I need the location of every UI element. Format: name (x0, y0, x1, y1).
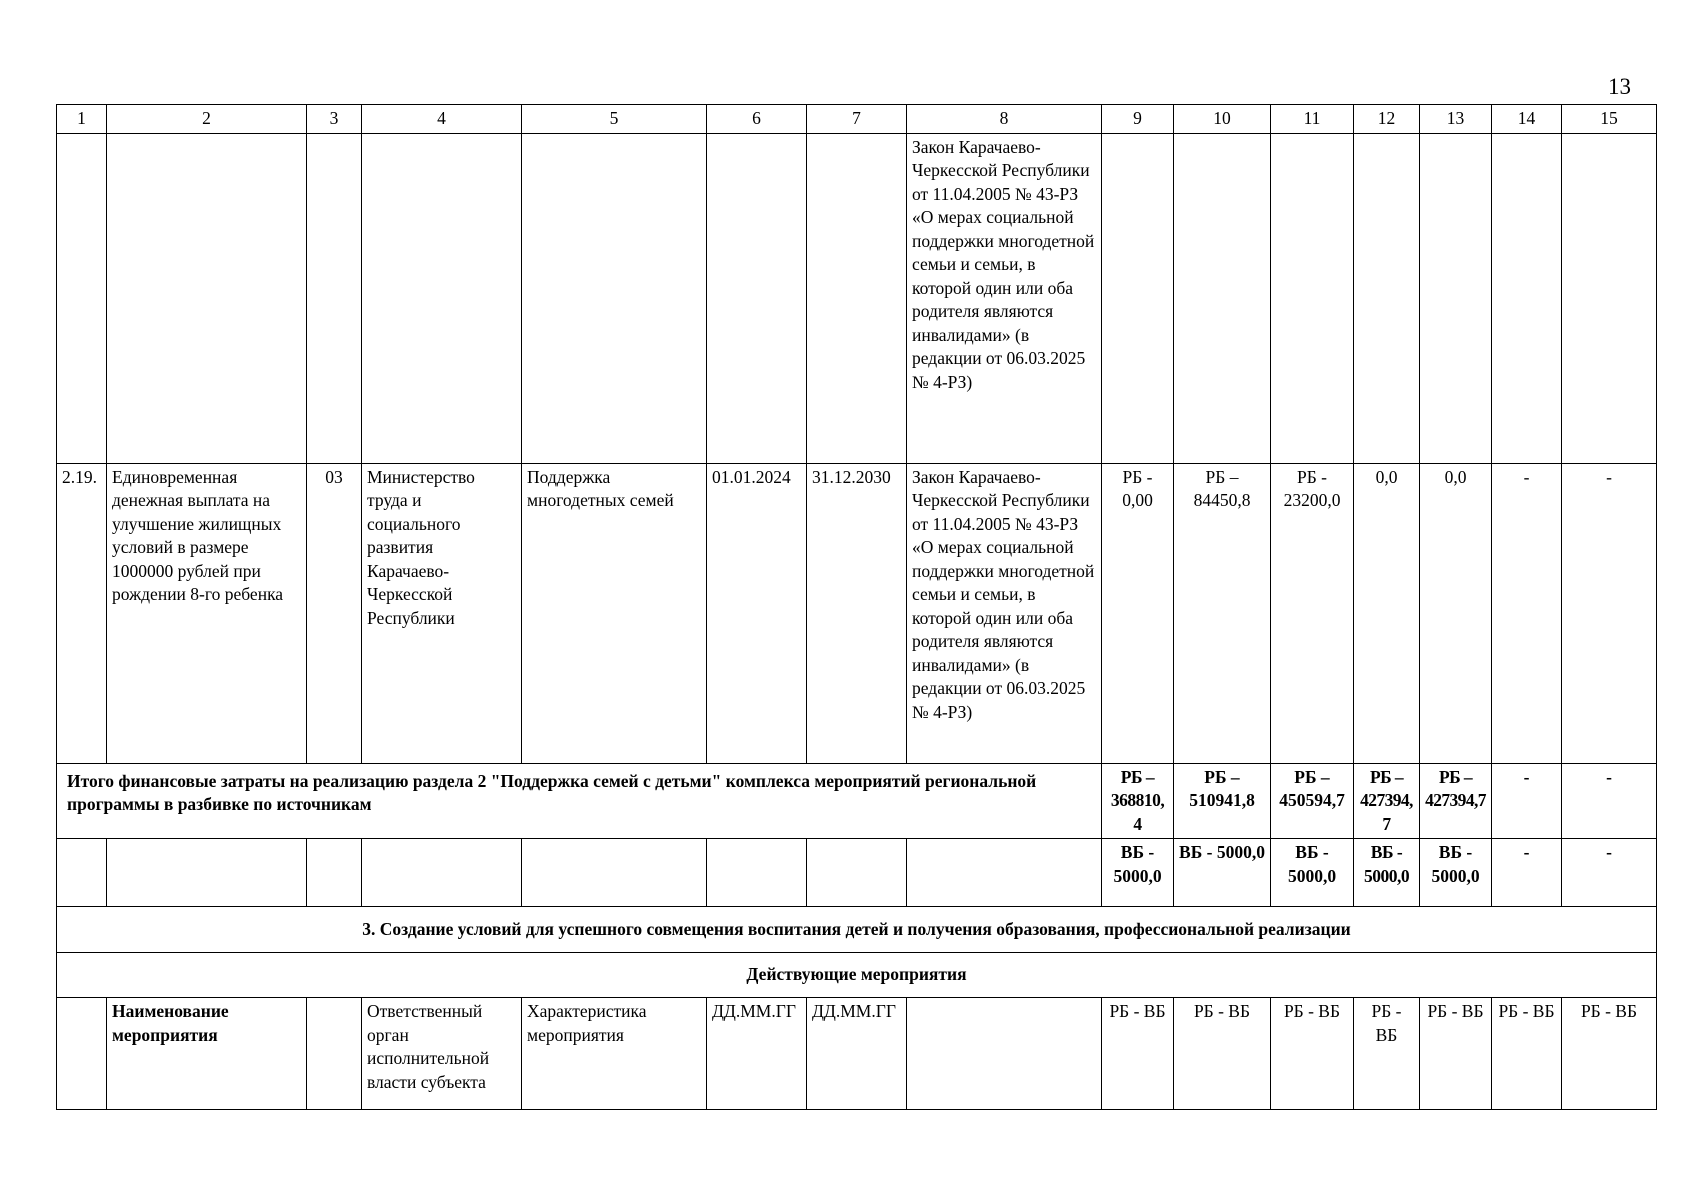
section-title: 3. Создание условий для успешного совмещения воспитания детей и получения образования, профессиональной реализации (57, 907, 1657, 953)
total-rb-cell: - (1492, 763, 1562, 839)
total-label: Итого финансовые затраты на реализацию раздела 2 "Поддержка семей с детьми" комплекса мероприятий региональной программы в разбивке по источникам (57, 763, 1102, 839)
measure-characteristic: Поддержка многодетных семей (522, 463, 707, 763)
end-date: 31.12.2030 (807, 463, 907, 763)
template-funding-cell: РБ - ВБ (1562, 998, 1657, 1110)
total-vb-cell: ВБ - 5000,0 (1271, 839, 1354, 907)
header-number: 8 (907, 105, 1102, 134)
funding-cell: РБ - 0,00 (1102, 463, 1174, 763)
law-reference: Закон Карачаево-Черкесской Республики от 11.04.2005 № 43-РЗ «О мерах социальной поддержки многодетной семьи и семьи, в которой один или оба родителя являются инвалидами» (в редакции от 06.03.2025 № 4-РЗ) (907, 133, 1102, 463)
header-number: 10 (1174, 105, 1271, 134)
funding-cell: - (1562, 463, 1657, 763)
template-end-date: ДД.ММ.ГГ (807, 998, 907, 1110)
template-funding-cell: РБ - ВБ (1174, 998, 1271, 1110)
total-rb-cell: РБ – 368810,4 (1102, 763, 1174, 839)
template-funding-cell: РБ - ВБ (1271, 998, 1354, 1110)
row-number: 2.19. (57, 463, 107, 763)
total-rb-cell: РБ – 450594,7 (1271, 763, 1354, 839)
total-vb-row (57, 839, 1657, 907)
measure-code: 03 (307, 463, 362, 763)
table-row (57, 463, 1657, 763)
template-funding-cell: РБ - ВБ (1102, 998, 1174, 1110)
header-number: 5 (522, 105, 707, 134)
total-rb-cell: РБ – 427394,7 (1420, 763, 1492, 839)
start-date: 01.01.2024 (707, 463, 807, 763)
law-reference: Закон Карачаево-Черкесской Республики от 11.04.2005 № 43-РЗ «О мерах социальной поддержки многодетной семьи и семьи, в которой один или оба родителя являются инвалидами» (в редакции от 06.03.2025 № 4-РЗ) (907, 463, 1102, 763)
header-number: 2 (107, 105, 307, 134)
total-vb-cell: ВБ - 5000,0 (1174, 839, 1271, 907)
header-number: 13 (1420, 105, 1492, 134)
continuation-row (57, 133, 1657, 463)
header-number: 14 (1492, 105, 1562, 134)
header-number: 15 (1562, 105, 1657, 134)
funding-cell: - (1492, 463, 1562, 763)
funding-cell: 0,0 (1420, 463, 1492, 763)
header-number: 4 (362, 105, 522, 134)
total-vb-cell: - (1562, 839, 1657, 907)
header-number: 9 (1102, 105, 1174, 134)
header-number: 11 (1271, 105, 1354, 134)
template-funding-cell: РБ - ВБ (1492, 998, 1562, 1110)
funding-cell: РБ – 84450,8 (1174, 463, 1271, 763)
total-rb-cell: - (1562, 763, 1657, 839)
template-start-date: ДД.ММ.ГГ (707, 998, 807, 1110)
template-authority: Ответственный орган исполнительной власти субъекта (362, 998, 522, 1110)
total-vb-cell: ВБ - 5000,0 (1354, 839, 1420, 907)
total-rb-cell: РБ – 427394,7 (1354, 763, 1420, 839)
template-funding-cell: РБ - ВБ (1354, 998, 1420, 1110)
section-title-row (57, 907, 1657, 953)
header-numbers-row (57, 105, 1657, 134)
header-number: 1 (57, 105, 107, 134)
template-row (57, 998, 1657, 1110)
program-table (56, 104, 1657, 1110)
responsible-authority: Министерство труда и социального развития Карачаево-Черкесской Республики (362, 463, 522, 763)
section-subtitle: Действующие мероприятия (57, 953, 1657, 998)
total-rb-cell: РБ – 510941,8 (1174, 763, 1271, 839)
funding-cell: РБ - 23200,0 (1271, 463, 1354, 763)
total-vb-cell: ВБ - 5000,0 (1420, 839, 1492, 907)
header-number: 6 (707, 105, 807, 134)
total-rb-row (57, 763, 1657, 839)
total-vb-cell: - (1492, 839, 1562, 907)
measure-name: Единовременная денежная выплата на улучшение жилищных условий в размере 1000000 рублей при рождении 8-го ребенка (107, 463, 307, 763)
header-number: 12 (1354, 105, 1420, 134)
header-number: 3 (307, 105, 362, 134)
section-subtitle-row (57, 953, 1657, 998)
template-funding-cell: РБ - ВБ (1420, 998, 1492, 1110)
funding-cell: 0,0 (1354, 463, 1420, 763)
header-number: 7 (807, 105, 907, 134)
template-measure-name: Наименование мероприятия (107, 998, 307, 1110)
template-characteristic: Характеристика мероприятия (522, 998, 707, 1110)
page-number: 13 (1608, 74, 1631, 99)
total-vb-cell: ВБ - 5000,0 (1102, 839, 1174, 907)
